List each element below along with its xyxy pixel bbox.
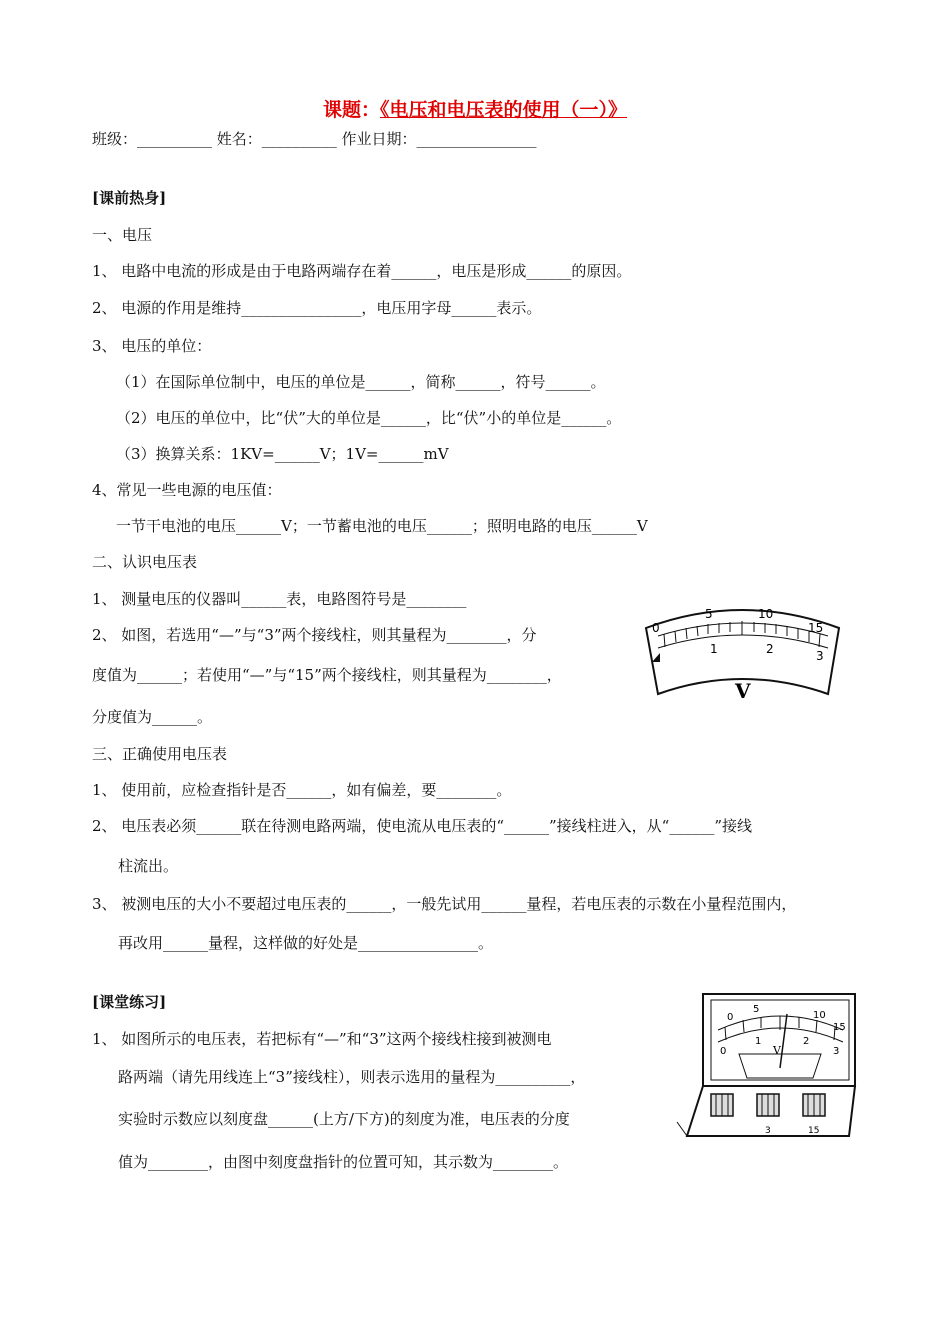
meter1-upper-tick-0: 0 bbox=[652, 621, 660, 635]
part1-q3-2: （2）电压的单位中，比“伏”大的单位是______，比“伏”小的单位是______。 bbox=[116, 409, 622, 427]
meter2-lower-tick-3: 3 bbox=[833, 1046, 840, 1057]
practice-q1-line3: 实验时示数应以刻度盘______(上方/下方)的刻度为准，电压表的分度 bbox=[118, 1110, 570, 1128]
part3-q3-line1: 3、 被测电压的大小不要超过电压表的______，一般先试用______量程，若电压表的示数在小量程范围内， bbox=[92, 895, 797, 913]
practice-q1-line2: 路两端（请先用线连上“3”接线柱），则表示选用的量程为__________， bbox=[118, 1068, 586, 1086]
part2-heading: 二、认识电压表 bbox=[92, 553, 198, 571]
meter2-terminal-3 bbox=[757, 1094, 779, 1116]
part1-q2: 2、 电源的作用是维持________________，电压用字母______表示。 bbox=[92, 299, 542, 317]
part1-q3-3: （3）换算关系：1KV=______V；1V=______mV bbox=[116, 445, 449, 463]
meter2-upper-tick-5: 5 bbox=[753, 1004, 760, 1015]
voltmeter-device-diagram bbox=[673, 990, 863, 1140]
part3-q1: 1、 使用前，应检查指针是否______，如有偏差，要________。 bbox=[92, 781, 512, 799]
part1-q4: 4、常见一些电源的电压值： bbox=[92, 481, 282, 499]
meter2-lower-tick-1: 1 bbox=[755, 1036, 762, 1047]
meter1-upper-tick-15: 15 bbox=[808, 621, 824, 635]
meter1-lower-tick-2: 2 bbox=[766, 642, 774, 656]
practice-q1-line4: 值为________，由图中刻度盘指针的位置可知，其示数为________。 bbox=[118, 1153, 569, 1171]
part3-q2-line1: 2、 电压表必须______联在待测电路两端，使电流从电压表的“______”接线柱进入，从“______”接线 bbox=[92, 817, 752, 835]
title-prefix: 课题： bbox=[322, 99, 380, 121]
part1-q1: 1、 电路中电流的形成是由于电路两端存在着______，电压是形成______的原因。 bbox=[92, 262, 632, 280]
meter1-pointer-icon bbox=[652, 653, 660, 662]
meter2-lower-tick-0: 0 bbox=[720, 1046, 727, 1057]
practice-q1-line1: 1、 如图所示的电压表，若把标有“—”和“3”这两个接线柱接到被测电 bbox=[92, 1030, 552, 1048]
meter1-symbol: V bbox=[735, 679, 751, 703]
meter2-upper-tick-0: 0 bbox=[727, 1012, 734, 1023]
voltmeter-scale-diagram bbox=[640, 598, 845, 708]
meter2-upper-tick-10: 10 bbox=[813, 1010, 826, 1021]
part3-heading: 三、正确使用电压表 bbox=[92, 745, 228, 763]
section-practice: [课堂练习] bbox=[92, 993, 167, 1011]
title-main: 《电压和电压表的使用（一）》 bbox=[380, 99, 628, 121]
meter2-terminal-label-15: 15 bbox=[808, 1126, 820, 1136]
meter2-lower-tick-2: 2 bbox=[803, 1036, 810, 1047]
part2-q2-line3: 分度值为______。 bbox=[92, 708, 213, 726]
meter1-upper-tick-10: 10 bbox=[758, 607, 774, 621]
part1-q4-detail: 一节干电池的电压______V；一节蓄电池的电压______；照明电路的电压______V bbox=[116, 517, 648, 535]
part2-q2-line2: 度值为______；若使用“—”与“15”两个接线柱，则其量程为________， bbox=[92, 666, 562, 684]
section-warmup: [课前热身] bbox=[92, 189, 167, 207]
meter1-lower-tick-1: 1 bbox=[710, 642, 718, 656]
meter2-terminal-label-3: 3 bbox=[765, 1126, 771, 1136]
part2-q1: 1、 测量电压的仪器叫______表，电路图符号是________ bbox=[92, 590, 467, 608]
meter2-symbol: V bbox=[773, 1044, 781, 1057]
part3-q2-line2: 柱流出。 bbox=[118, 857, 179, 875]
meter1-lower-tick-3: 3 bbox=[816, 649, 824, 663]
meter2-terminal-negative bbox=[711, 1094, 733, 1116]
part2-q2-line1: 2、 如图，若选用“—”与“3”两个接线柱，则其量程为________，分 bbox=[92, 626, 537, 644]
meter1-upper-tick-5: 5 bbox=[705, 607, 713, 621]
meter2-upper-tick-15: 15 bbox=[833, 1022, 846, 1033]
meter2-terminal-15 bbox=[803, 1094, 825, 1116]
page-title bbox=[0, 99, 950, 121]
part3-q3-line2: 再改用______量程，这样做的好处是________________。 bbox=[118, 934, 494, 952]
part1-q3-1: （1）在国际单位制中，电压的单位是______，简称______，符号______。 bbox=[116, 373, 606, 391]
part1-heading: 一、电压 bbox=[92, 226, 153, 244]
part1-q3: 3、 电压的单位： bbox=[92, 337, 212, 355]
info-line: 班级：__________ 姓名：__________ 作业日期：________________ bbox=[92, 130, 537, 148]
